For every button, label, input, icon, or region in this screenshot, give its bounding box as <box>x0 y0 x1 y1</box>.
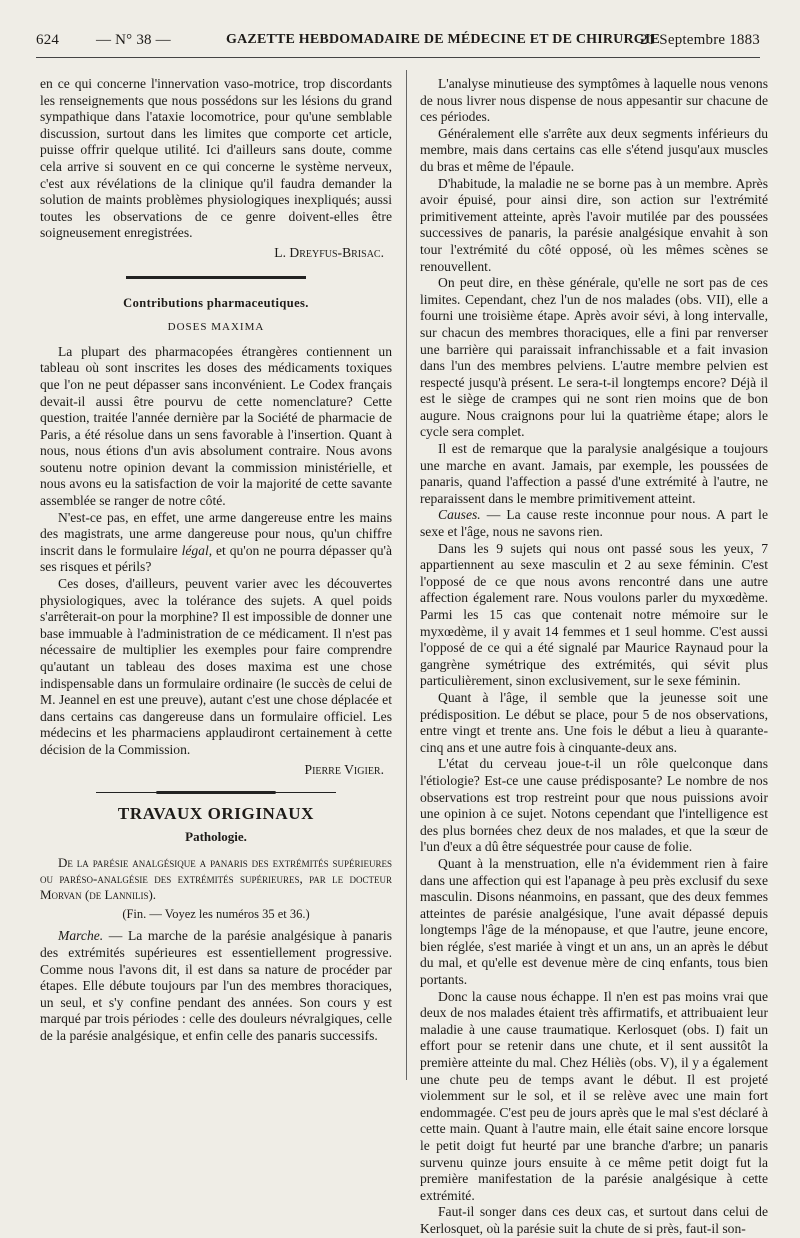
paragraph: L'analyse minutieuse des symptômes à laquelle nous venons de nous livrer nous dispense de nous appesantir sur chacune de ces périodes. <box>420 76 768 125</box>
signature: Pierre Vigier. <box>304 761 384 777</box>
subsection-heading: Pathologie. <box>185 828 247 844</box>
signature: L. Dreyfus-Brisac. <box>274 244 384 260</box>
header-rule <box>36 57 760 58</box>
ornament-rule <box>96 790 336 796</box>
paragraph: La plupart des pharmacopées étrangères contiennent un tableau où sont inscrites les doses des médicaments toxiques que l'on ne peut dépasser sans inconvénient. Le Codex français devait-il aussi être pourvu de cette nomenclature? Cette question, traitée l'année dernière par la Société de pharmacie de Paris, a été résolue dans un sens favorable à l'insertion. Quant à nous, nous étions d'un avis absolument contraire. Nous avons soutenu notre opinion devant la commission ministérielle, et nous avons eu la satisfaction de voir la majorité de cette savante assemblée se ranger de notre côté. <box>40 343 392 509</box>
paragraph: Quant à l'âge, il semble que la jeunesse soit une prédisposition. Le début se place, pour 5 de nos observations, entre vingt et trente ans. Une fois le début a lieu à quarante-cinq ans et une autre fois à cinquante-deux ans. <box>420 689 768 755</box>
paragraph: N'est-ce pas, en effet, une arme dangereuse entre les mains des magistrats, une arme dangereuse pour nous, qu'un chiffre inscrit dans le formulaire légal, et qu'on ne pourra dépasser qu'à ses risques et périls? <box>40 509 392 575</box>
separator-rule <box>126 276 306 279</box>
article-title: De la parésie analgésique a panaris des extrémités supérieures ou paréso-analgésie des extrémités supérieures, par le docteur Morvan (de Lannilis). <box>40 855 392 902</box>
paragraph: Quant à la menstruation, elle n'a évidemment rien à faire dans une affection qui est l'apanage à peu près exclusif du sexe masculin. Disons néanmoins, en passant, que des deux femmes atteintes de parésie analgésique, l'une avait dépassé depuis longtemps l'âge de la ménopause, et que l'autre, jeune encore, bien réglée, s'est mariée à vingt et un ans, un an après le début du mal, et qu'elle est devenue mère de cinq enfants, tous bien portants. <box>420 855 768 988</box>
paragraph: D'habitude, la maladie ne se borne pas à un membre. Après avoir épuisé, pour ainsi dire, son action sur l'extrémité primitivement atteinte, après l'avoir mutilée par des poussées successives de panaris, la parésie analgésique envahit à son tour l'extrémité du côté opposé, où les mêmes scènes se renouvellent. <box>420 175 768 274</box>
paragraph: Il est de remarque que la paralysie analgésique a toujours une marche en avant. Jamais, par exemple, les poussées de panaris, quand l'affection a passé d'une extrémité à l'autre, ne reparaissent dans le membre primitivement atteint. <box>420 441 768 506</box>
paragraph: Dans les 9 sujets qui nous ont passé sous les yeux, 7 appartiennent au sexe masculin et 2 au sexe féminin. C'est l'opposé de ce que nous avons rencontré dans une autre affection également rare. Nous voulons parler du myxœdème. Parmi les 15 cas que contenait notre mémoire sur le myxœdème, il y avait 14 femmes et 1 seul homme. C'est aussi l'opposé de ce qui a été signalé par Maurice Raynaud pour la gangrène symétrique des extrémités, qui sévit plus particulièrement, sinon exclusivement, sur le sexe féminin. <box>420 540 768 689</box>
paragraph: Généralement elle s'arrête aux deux segments inférieurs du membre, mais dans certains cas elle s'étend jusqu'aux muscles du bras et même de l'épaule. <box>420 125 768 174</box>
column-divider <box>406 70 407 1080</box>
paragraph: Causes. — La cause reste inconnue pour nous. A part le sexe et l'âge, nous ne savons rien. <box>420 507 768 540</box>
running-header <box>36 30 760 54</box>
left-column <box>40 76 392 1044</box>
journal-title: GAZETTE HEBDOMADAIRE DE MÉDECINE ET DE CHIRURGIE <box>226 32 661 47</box>
paragraph: Donc la cause nous échappe. Il n'en est pas moins vrai que deux de nos malades étaient très affirmatifs, et attribuaient leur maladie à une cause traumatique. Kerlosquet (obs. I) fait un effort pour se retenir dans une chute, et il sent aussitôt la première atteinte du mal. Chez Héliès (obs. V), il y a également une chute peu de temps avant le début. Il est projeté violemment sur le sol, et il se relève avec une main fort endommagée. C'est peu de jours après que le mal s'est déclaré à cette main. Quant à l'autre main, elle était saine encore lorsque le petit doigt fut heurté par une branche d'arbre; un panaris survenu quinze jours ensuite à ce même petit doigt fut la première manifestation de la parésie analgésique à cette extrémité. <box>420 988 768 1203</box>
paragraph: On peut dire, en thèse générale, qu'elle ne sort pas de ces limites. Cependant, chez l'un de nos malades (obs. VII), elle a fourni une troisième étape. Après avoir sévi, à long intervalle, sur chacun des membres thoraciques, elle a fini par renverser une barrière qui paraissait infranchissable et a fait invasion dans l'un des membres pelviens. L'autre membre pelvien est respecté jusqu'à présent. Le sera-t-il longtemps encore? Déjà il est le siège de crampes qui ne sont rien moins que de bon augure. Nous craignons pour lui la quatrième étape; alors le cycle sera complet. <box>420 275 768 440</box>
paragraph: Ces doses, d'ailleurs, peuvent varier avec les découvertes physiologiques, avec la tolérance des sujets. A quel poids s'arrêterait-on pour la morphine? Il est impossible de donner une base immuable à l'administration de ce médicament. Il n'est pas nécessaire de multiplier les exemples pour faire comprendre qu'autant un tableau des doses maxima est une chose indispensable dans un formulaire ordinaire (le succès de celui de M. Jeannel en est une preuve), autant c'est une chose déplacée et dans certains cas dangereuse dans un formulaire officiel. Les médecins et les pharmaciens applaudiront certainement à cette décision de la Commission. <box>40 576 392 757</box>
subsection-title: DOSES MAXIMA <box>167 321 265 334</box>
paragraph: Faut-il songer dans ces deux cas, et surtout dans celui de Kerlosquet, où la parésie suit la chute de si près, faut-il son- <box>420 1204 768 1236</box>
page-number: 624 <box>36 32 60 48</box>
right-column <box>420 76 768 1238</box>
issue-date: 21 Septembre 1883 <box>639 32 760 48</box>
paragraph: L'état du cerveau joue-t-il un rôle quelconque dans l'étiologie? Est-ce une cause prédisposante? Le nombre de nos observations est trop restreint pour que nous puissions avoir une opinion à ce sujet. Notons cependant que l'intelligence est des plus bornées chez deux de nos malades, et que la sœur de l'un d'eux a dû être séquestrée pour cause de folie. <box>420 756 768 855</box>
issue-number: — N° 38 — <box>96 32 171 48</box>
section-title: Contributions pharmaceutiques. <box>123 295 309 310</box>
section-heading: TRAVAUX ORIGINAUX <box>117 804 315 824</box>
paragraph: en ce qui concerne l'innervation vaso-motrice, trop discordants les renseignements que nous possédons sur les lésions du grand sympathique dans l'ataxie locomotrice, pour qu'une semblable discussion, surtout dans les limites que comporte cet article, puisse offrir quelque utilité. Ici d'ailleurs sans doute, comme cela arrive si souvent en ce qui concerne le système nerveux, c'est aux révélations de la clinique qu'il faudra demander la solution de maints problèmes physiologiques inexpliqués; aussi toutes les observations de ce genre doivent-elles être soigneusement enregistrées. <box>40 76 392 241</box>
article-author: Morvan <box>40 886 82 902</box>
paragraph: Marche. — La marche de la parésie analgésique à panaris des extrémités supérieures est essentiellement progressive. Comme nous l'avons dit, il est dans sa nature de procéder par étapes. Elle débute toujours par l'un des membres thoraciques, un seul, et s'y confine pendant des années. Son cours y est marqué par trois périodes : celle des douleurs névralgiques, celle de la parésie analgésique, et enfin celle des panaris successifs. <box>40 928 392 1043</box>
continuation-note: (Fin. — Voyez les numéros 35 et 36.) <box>122 906 310 921</box>
